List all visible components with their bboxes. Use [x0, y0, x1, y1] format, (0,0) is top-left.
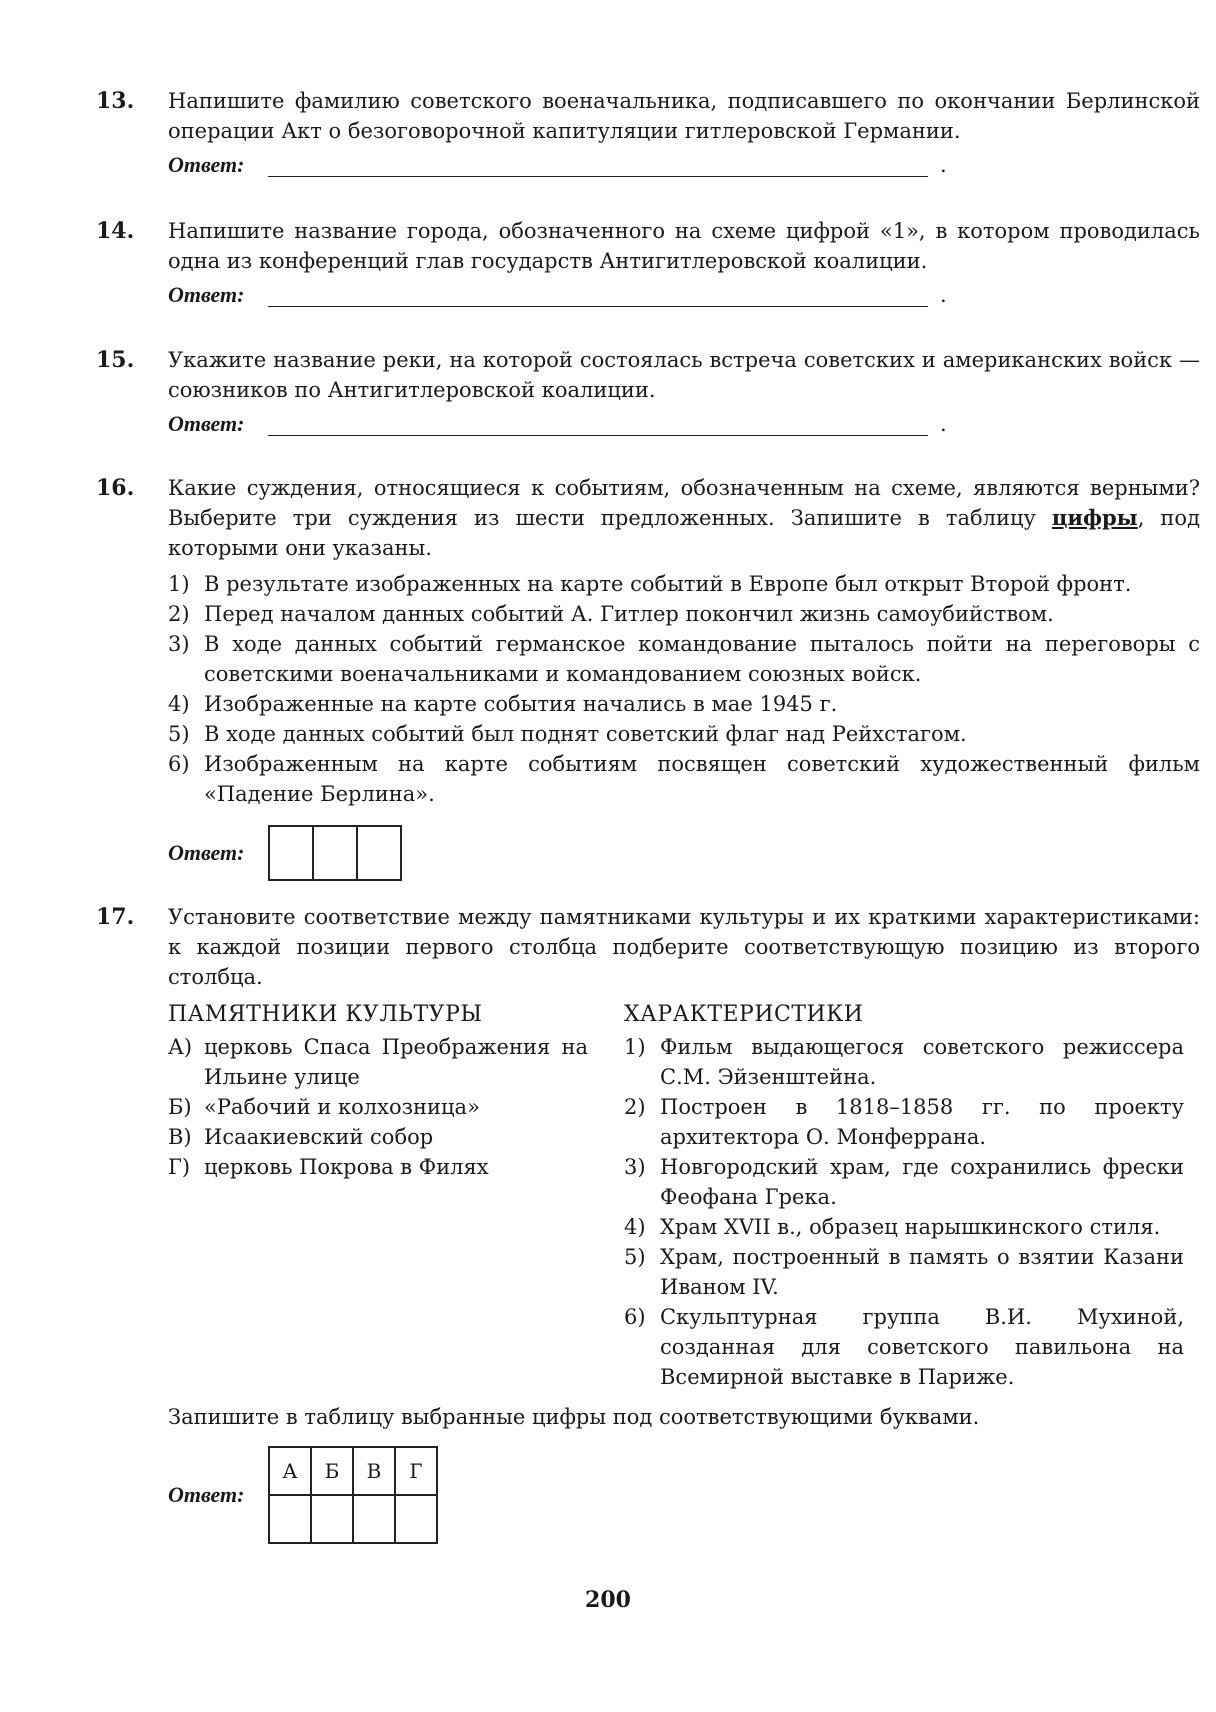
- answer-cell[interactable]: [269, 1495, 311, 1543]
- item-text: Храм XVII в., образец нарышкинского стиля.: [660, 1215, 1161, 1239]
- question-13: [96, 86, 1200, 180]
- answer-dot: .: [940, 412, 947, 436]
- item-number: 1): [168, 572, 190, 596]
- question-number: 13.: [96, 88, 135, 114]
- item-number: 2): [624, 1095, 646, 1119]
- list-item: [168, 1032, 588, 1092]
- answer-box[interactable]: [314, 827, 358, 879]
- item-text: Новгородский храм, где сохранились фрески Феофана Грека.: [660, 1155, 1184, 1209]
- answer-box[interactable]: [358, 827, 402, 879]
- item-text: Построен в 1818–1858 гг. по проекту архитектора О. Монферрана.: [660, 1095, 1184, 1149]
- list-item: [168, 1092, 588, 1122]
- item-number: 2): [168, 602, 190, 626]
- question-number: 14.: [96, 218, 135, 244]
- answer-row: [168, 280, 1200, 310]
- list-item: [624, 1092, 1184, 1152]
- list-item: [624, 1152, 1184, 1212]
- answer-label: Ответ:: [168, 411, 245, 436]
- table-header-b: Б: [311, 1447, 353, 1495]
- answer-line[interactable]: [268, 284, 928, 307]
- answer-dot: .: [940, 283, 947, 307]
- characteristics-column: [624, 1000, 1184, 1392]
- question-text-part: , под которыми они указаны.: [168, 506, 1201, 560]
- answer-box[interactable]: [270, 827, 314, 879]
- item-number: 6): [168, 752, 190, 776]
- item-letter: Г): [168, 1155, 191, 1179]
- question-text: Установите соответствие между памятниками культуры и их краткими характеристиками: к каждой позиции первого столбца подберите соответствующую позицию из второго столбца.: [168, 905, 1200, 989]
- instruction: Запишите в таблицу выбранные цифры под соответствующими буквами.: [168, 1405, 980, 1429]
- list-item: [624, 1242, 1184, 1302]
- item-letter: В): [168, 1125, 192, 1149]
- item-number: 5): [624, 1245, 646, 1269]
- answer-row: [168, 825, 1200, 881]
- item-letter: А): [168, 1035, 193, 1059]
- question-number: 15.: [96, 347, 135, 373]
- answer-row: [168, 409, 1200, 439]
- item-text: В ходе данных событий германское командование пыталось пойти на переговоры с советскими военачальниками и командованием союзных войск.: [204, 632, 1200, 686]
- table-header-v: В: [353, 1447, 395, 1495]
- question-17: [96, 902, 1200, 1544]
- answer-boxes: [268, 825, 402, 881]
- answer-label: Ответ:: [168, 282, 245, 307]
- item-text: Перед началом данных событий А. Гитлер покончил жизнь самоубийством.: [204, 602, 1054, 626]
- item-number: 3): [624, 1155, 646, 1179]
- list-item: [624, 1032, 1184, 1092]
- item-number: 6): [624, 1305, 646, 1329]
- answer-line[interactable]: [268, 154, 928, 177]
- list-item: [168, 569, 1200, 599]
- list-item: [168, 1122, 588, 1152]
- item-number: 3): [168, 632, 190, 656]
- item-text: церковь Покрова в Филях: [204, 1155, 489, 1179]
- question-text-part: Какие суждения, относящиеся к событиям, обозначенным на схеме, являются верными? Выберите три суждения из шести предложенных. Запишите в таблицу: [168, 476, 1200, 530]
- matching-columns: [168, 1000, 1200, 1392]
- question-text: Напишите название города, обозначенного на схеме цифрой «1», в котором проводилась одна из конференций глав государств Антигитлеровской коалиции.: [168, 219, 1200, 273]
- item-text: церковь Спаса Преображения на Ильине улице: [204, 1035, 588, 1089]
- item-text: В результате изображенных на карте событий в Европе был открыт Второй фронт.: [204, 572, 1132, 596]
- question-14: [96, 216, 1200, 310]
- list-item: [624, 1212, 1184, 1242]
- answer-line[interactable]: [268, 413, 928, 436]
- page-number: 200: [585, 1587, 631, 1613]
- statement-list: [168, 569, 1200, 809]
- list-item: [168, 749, 1200, 809]
- answer-cell[interactable]: [311, 1495, 353, 1543]
- column-title: ХАРАКТЕРИСТИКИ: [624, 1002, 864, 1027]
- list-item: [624, 1302, 1184, 1392]
- answer-table: [268, 1446, 438, 1544]
- question-text: Напишите фамилию советского военачальника, подписавшего по окончании Берлинской операции Акт о безоговорочной капитуляции гитлеровской Германии.: [168, 89, 1200, 143]
- answer-label: Ответ:: [168, 1482, 245, 1507]
- answer-dot: .: [940, 153, 947, 177]
- item-number: 4): [168, 692, 190, 716]
- item-text: Скульптурная группа В.И. Мухиной, созданная для советского павильона на Всемирной выставке в Париже.: [660, 1305, 1184, 1389]
- item-text: Исаакиевский собор: [204, 1125, 434, 1149]
- question-16: [96, 473, 1200, 881]
- item-number: 1): [624, 1035, 646, 1059]
- item-letter: Б): [168, 1095, 192, 1119]
- item-number: 4): [624, 1215, 646, 1239]
- list-item: [168, 1152, 588, 1182]
- item-text: В ходе данных событий был поднят советский флаг над Рейхстагом.: [204, 722, 967, 746]
- question-number: 17.: [96, 904, 135, 930]
- list-item: [168, 599, 1200, 629]
- answer-row: [168, 1446, 1200, 1544]
- question-number: 16.: [96, 475, 135, 501]
- monuments-column: [168, 1000, 588, 1392]
- answer-cell[interactable]: [353, 1495, 395, 1543]
- item-text: «Рабочий и колхозница»: [204, 1095, 480, 1119]
- list-item: [168, 629, 1200, 689]
- list-item: [168, 719, 1200, 749]
- keyword-link[interactable]: цифры: [1051, 505, 1138, 530]
- question-15: [96, 345, 1200, 439]
- column-title: ПАМЯТНИКИ КУЛЬТУРЫ: [168, 1002, 483, 1027]
- item-number: 5): [168, 722, 190, 746]
- item-text: Храм, построенный в память о взятии Казани Иваном IV.: [660, 1245, 1184, 1299]
- answer-cell[interactable]: [395, 1495, 437, 1543]
- table-header-a: А: [269, 1447, 311, 1495]
- question-text: Укажите название реки, на которой состоялась встреча советских и американских войск — союзников по Антигитлеровской коалиции.: [168, 348, 1200, 402]
- question-text: [168, 473, 1200, 563]
- list-item: [168, 689, 1200, 719]
- item-text: Изображенным на карте событиям посвящен советский художественный фильм «Падение Берлина».: [204, 752, 1200, 806]
- table-header-g: Г: [395, 1447, 437, 1495]
- item-text: Изображенные на карте события начались в мае 1945 г.: [204, 692, 838, 716]
- answer-label: Ответ:: [168, 152, 245, 177]
- answer-row: [168, 150, 1200, 180]
- answer-label: Ответ:: [168, 840, 245, 865]
- item-text: Фильм выдающегося советского режиссера С.М. Эйзенштейна.: [660, 1035, 1184, 1089]
